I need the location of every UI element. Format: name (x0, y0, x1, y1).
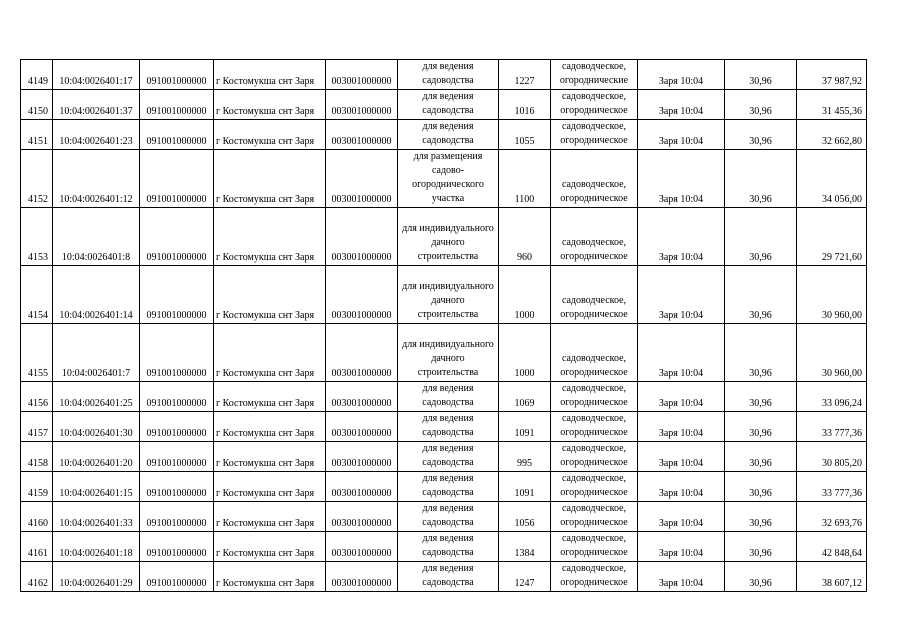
location: г Костомукша снт Заря (214, 266, 326, 324)
land-category: садоводческое, огородническое (551, 412, 638, 442)
cadastral-number: 10:04:0026401:33 (53, 502, 140, 532)
area: 1016 (499, 90, 551, 120)
area: 1091 (499, 472, 551, 502)
oktmo-code: 003001000000 (326, 120, 398, 150)
table-row (21, 562, 867, 592)
cadastral-value-table (20, 59, 867, 592)
area: 1000 (499, 266, 551, 324)
area: 1091 (499, 412, 551, 442)
row-number: 4159 (21, 472, 53, 502)
permitted-use: для ведения садоводства (398, 412, 499, 442)
row-number: 4149 (21, 60, 53, 90)
table-row (21, 208, 867, 266)
okato-code: 091001000000 (140, 60, 214, 90)
location: г Костомукша снт Заря (214, 502, 326, 532)
oktmo-code: 003001000000 (326, 266, 398, 324)
okato-code: 091001000000 (140, 150, 214, 208)
oktmo-code: 003001000000 (326, 502, 398, 532)
area: 1056 (499, 502, 551, 532)
okato-code: 091001000000 (140, 208, 214, 266)
area: 1069 (499, 382, 551, 412)
table-row (21, 266, 867, 324)
okato-code: 091001000000 (140, 472, 214, 502)
permitted-use: для ведения садоводства (398, 90, 499, 120)
location: г Костомукша снт Заря (214, 412, 326, 442)
okato-code: 091001000000 (140, 382, 214, 412)
permitted-use: для ведения садоводства (398, 472, 499, 502)
land-category: садоводческое, огородническое (551, 442, 638, 472)
okato-code: 091001000000 (140, 120, 214, 150)
valuation-zone: Заря 10:04 (638, 120, 725, 150)
okato-code: 091001000000 (140, 90, 214, 120)
cadastral-value: 33 777,36 (797, 412, 867, 442)
row-number: 4156 (21, 382, 53, 412)
location: г Костомукша снт Заря (214, 382, 326, 412)
valuation-zone: Заря 10:04 (638, 208, 725, 266)
okato-code: 091001000000 (140, 502, 214, 532)
valuation-zone: Заря 10:04 (638, 442, 725, 472)
specific-rate: 30,96 (725, 382, 797, 412)
area: 960 (499, 208, 551, 266)
permitted-use: для индивидуального дачного строительства (398, 266, 499, 324)
specific-rate: 30,96 (725, 472, 797, 502)
location: г Костомукша снт Заря (214, 532, 326, 562)
oktmo-code: 003001000000 (326, 562, 398, 592)
oktmo-code: 003001000000 (326, 150, 398, 208)
table-row (21, 120, 867, 150)
oktmo-code: 003001000000 (326, 472, 398, 502)
cadastral-number: 10:04:0026401:14 (53, 266, 140, 324)
cadastral-value: 30 960,00 (797, 266, 867, 324)
cadastral-value: 31 455,36 (797, 90, 867, 120)
oktmo-code: 003001000000 (326, 208, 398, 266)
cadastral-value: 38 607,12 (797, 562, 867, 592)
location: г Костомукша снт Заря (214, 442, 326, 472)
area: 1055 (499, 120, 551, 150)
oktmo-code: 003001000000 (326, 382, 398, 412)
area: 1227 (499, 60, 551, 90)
oktmo-code: 003001000000 (326, 324, 398, 382)
cadastral-number: 10:04:0026401:37 (53, 90, 140, 120)
table-row (21, 90, 867, 120)
okato-code: 091001000000 (140, 532, 214, 562)
table-row (21, 472, 867, 502)
valuation-zone: Заря 10:04 (638, 412, 725, 442)
row-number: 4153 (21, 208, 53, 266)
specific-rate: 30,96 (725, 266, 797, 324)
permitted-use: для ведения садоводства (398, 532, 499, 562)
valuation-zone: Заря 10:04 (638, 150, 725, 208)
permitted-use: для ведения садоводства (398, 120, 499, 150)
permitted-use: для индивидуального дачного строительства (398, 324, 499, 382)
oktmo-code: 003001000000 (326, 442, 398, 472)
cadastral-number: 10:04:0026401:25 (53, 382, 140, 412)
table-row (21, 532, 867, 562)
cadastral-number: 10:04:0026401:7 (53, 324, 140, 382)
specific-rate: 30,96 (725, 60, 797, 90)
land-category: садоводческое, огородническое (551, 382, 638, 412)
cadastral-number: 10:04:0026401:30 (53, 412, 140, 442)
table-row (21, 412, 867, 442)
specific-rate: 30,96 (725, 324, 797, 382)
table-body (21, 60, 867, 592)
okato-code: 091001000000 (140, 324, 214, 382)
location: г Костомукша снт Заря (214, 120, 326, 150)
specific-rate: 30,96 (725, 208, 797, 266)
row-number: 4160 (21, 502, 53, 532)
cadastral-value: 33 777,36 (797, 472, 867, 502)
location: г Костомукша снт Заря (214, 208, 326, 266)
land-category: садоводческое, огородническое (551, 266, 638, 324)
land-category: садоводческое, огородническое (551, 120, 638, 150)
cadastral-number: 10:04:0026401:29 (53, 562, 140, 592)
table-row (21, 382, 867, 412)
permitted-use: для ведения садоводства (398, 60, 499, 90)
land-category: садоводческое, огородническое (551, 502, 638, 532)
oktmo-code: 003001000000 (326, 412, 398, 442)
land-category: садоводческое, огороднические (551, 60, 638, 90)
oktmo-code: 003001000000 (326, 60, 398, 90)
permitted-use: для ведения садоводства (398, 382, 499, 412)
area: 1100 (499, 150, 551, 208)
specific-rate: 30,96 (725, 442, 797, 472)
specific-rate: 30,96 (725, 502, 797, 532)
land-category: садоводческое, огородническое (551, 90, 638, 120)
valuation-zone: Заря 10:04 (638, 562, 725, 592)
table-row (21, 60, 867, 90)
cadastral-value: 30 960,00 (797, 324, 867, 382)
location: г Костомукша снт Заря (214, 60, 326, 90)
permitted-use: для ведения садоводства (398, 562, 499, 592)
cadastral-number: 10:04:0026401:12 (53, 150, 140, 208)
permitted-use: для индивидуального дачного строительства (398, 208, 499, 266)
valuation-zone: Заря 10:04 (638, 324, 725, 382)
area: 1384 (499, 532, 551, 562)
valuation-zone: Заря 10:04 (638, 90, 725, 120)
location: г Костомукша снт Заря (214, 90, 326, 120)
row-number: 4151 (21, 120, 53, 150)
specific-rate: 30,96 (725, 562, 797, 592)
table-row (21, 502, 867, 532)
specific-rate: 30,96 (725, 532, 797, 562)
okato-code: 091001000000 (140, 562, 214, 592)
table-row (21, 324, 867, 382)
area: 1000 (499, 324, 551, 382)
location: г Костомукша снт Заря (214, 150, 326, 208)
cadastral-value: 29 721,60 (797, 208, 867, 266)
valuation-zone: Заря 10:04 (638, 532, 725, 562)
valuation-zone: Заря 10:04 (638, 472, 725, 502)
row-number: 4158 (21, 442, 53, 472)
valuation-zone: Заря 10:04 (638, 266, 725, 324)
valuation-zone: Заря 10:04 (638, 60, 725, 90)
row-number: 4152 (21, 150, 53, 208)
table-row (21, 150, 867, 208)
specific-rate: 30,96 (725, 412, 797, 442)
cadastral-value: 32 662,80 (797, 120, 867, 150)
area: 1247 (499, 562, 551, 592)
cadastral-number: 10:04:0026401:18 (53, 532, 140, 562)
row-number: 4150 (21, 90, 53, 120)
oktmo-code: 003001000000 (326, 90, 398, 120)
oktmo-code: 003001000000 (326, 532, 398, 562)
valuation-zone: Заря 10:04 (638, 502, 725, 532)
land-category: садоводческое, огородническое (551, 532, 638, 562)
cadastral-value: 42 848,64 (797, 532, 867, 562)
row-number: 4155 (21, 324, 53, 382)
permitted-use: для ведения садоводства (398, 502, 499, 532)
cadastral-number: 10:04:0026401:15 (53, 472, 140, 502)
okato-code: 091001000000 (140, 442, 214, 472)
land-category: садоводческое, огородническое (551, 562, 638, 592)
permitted-use: для ведения садоводства (398, 442, 499, 472)
cadastral-value: 37 987,92 (797, 60, 867, 90)
table-row (21, 442, 867, 472)
cadastral-value: 32 693,76 (797, 502, 867, 532)
okato-code: 091001000000 (140, 266, 214, 324)
cadastral-number: 10:04:0026401:8 (53, 208, 140, 266)
location: г Костомукша снт Заря (214, 472, 326, 502)
okato-code: 091001000000 (140, 412, 214, 442)
row-number: 4154 (21, 266, 53, 324)
cadastral-value: 33 096,24 (797, 382, 867, 412)
row-number: 4161 (21, 532, 53, 562)
cadastral-value: 30 805,20 (797, 442, 867, 472)
land-category: садоводческое, огородническое (551, 324, 638, 382)
land-category: садоводческое, огородническое (551, 150, 638, 208)
area: 995 (499, 442, 551, 472)
land-category: садоводческое, огородническое (551, 208, 638, 266)
land-category: садоводческое, огородническое (551, 472, 638, 502)
row-number: 4157 (21, 412, 53, 442)
cadastral-value: 34 056,00 (797, 150, 867, 208)
cadastral-number: 10:04:0026401:23 (53, 120, 140, 150)
cadastral-number: 10:04:0026401:20 (53, 442, 140, 472)
valuation-zone: Заря 10:04 (638, 382, 725, 412)
permitted-use: для размещения садово-огороднического участка (398, 150, 499, 208)
specific-rate: 30,96 (725, 120, 797, 150)
specific-rate: 30,96 (725, 90, 797, 120)
specific-rate: 30,96 (725, 150, 797, 208)
location: г Костомукша снт Заря (214, 324, 326, 382)
cadastral-number: 10:04:0026401:17 (53, 60, 140, 90)
location: г Костомукша снт Заря (214, 562, 326, 592)
row-number: 4162 (21, 562, 53, 592)
